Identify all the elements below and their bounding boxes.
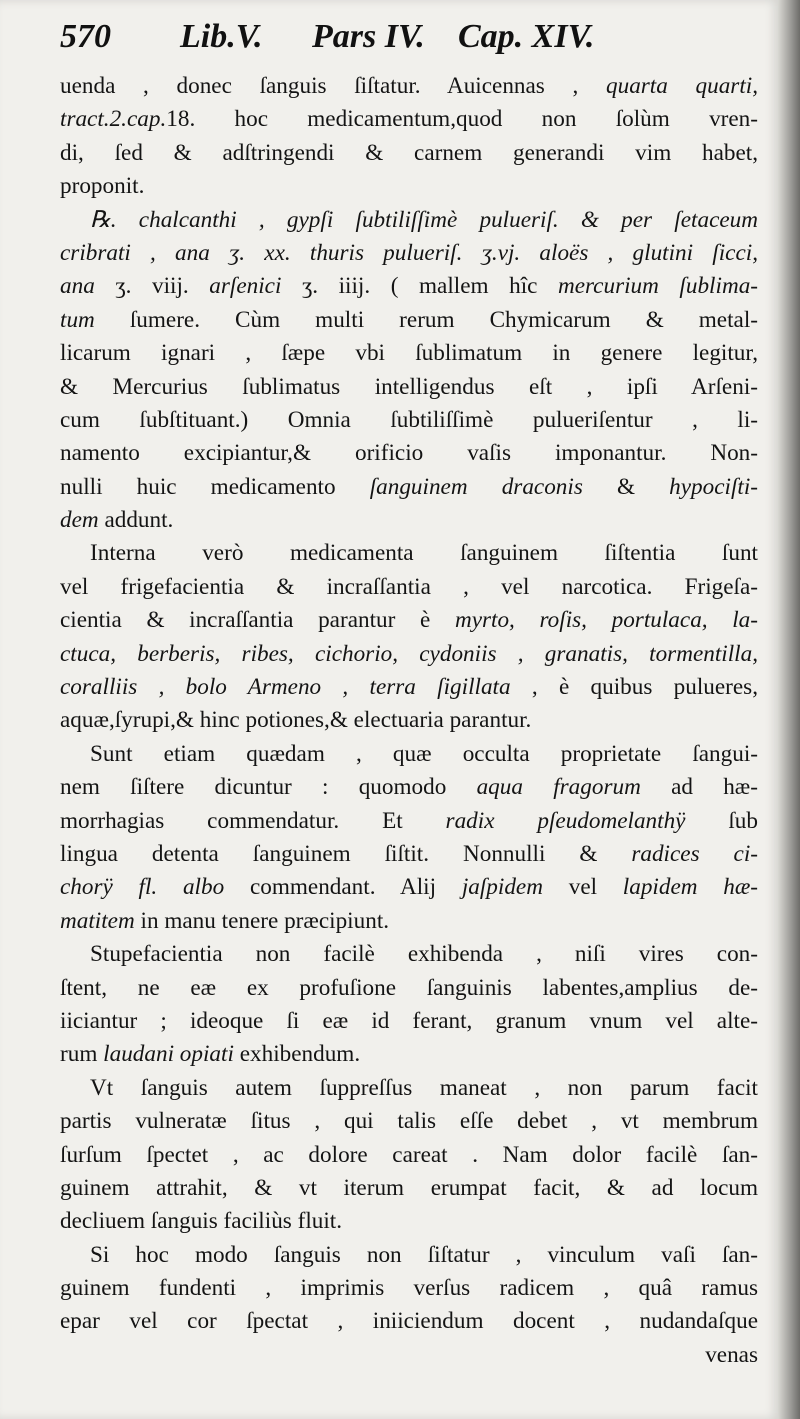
page-edge-shadow <box>778 0 800 1419</box>
text-line: coralliis , bolo Armeno , terra ſigillata , è quibus pulueres, <box>60 674 758 701</box>
text-line: namento excipiantur,& orificio vaſis imponantur. Non- <box>60 440 758 467</box>
text-line: matitem in manu tenere præcipiunt. <box>60 907 390 934</box>
text-line: cientia & incraſſantia parantur è myrto, roſis, portulaca, la- <box>60 607 758 634</box>
text-line: epar vel cor ſpectat , iniiciendum docent , nudandaſque <box>60 1308 758 1335</box>
text-line: Interna verò medicamenta ſanguinem ſiſtentia ſunt <box>90 540 758 567</box>
running-header <box>60 18 760 66</box>
text-line: aquæ,ſyrupi,& hinc potiones,& electuaria parantur. <box>60 707 532 734</box>
text-line: ſtent, ne eæ ex profuſione ſanguinis labentes,amplius de- <box>60 974 758 1001</box>
text-line: di, ſed & adſtringendi & carnem generandi vim habet, <box>60 139 758 166</box>
text-line: guinem fundenti , imprimis verſus radicem , quâ ramus <box>60 1275 758 1302</box>
text-line: Vt ſanguis autem ſuppreſſus maneat , non parum facit <box>90 1074 758 1101</box>
text-line: nem ſiſtere dicuntur : quomodo aqua fragorum ad hæ- <box>60 774 758 801</box>
text-line: Stupefacientia non facilè exhibenda , niſi vires con- <box>90 941 758 968</box>
catchword: venas <box>705 1341 758 1368</box>
text-line: ℞. chalcanthi , gypſi ſubtiliſſimè pulueriſ. & per ſetaceum <box>90 206 758 233</box>
text-line: cribrati , ana ʒ. xx. thuris pulueriſ. ʒ.vj. aloës , glutini ſicci, <box>60 239 758 266</box>
text-line: ſurſum ſpectet , ac dolore careat . Nam dolor facilè ſan- <box>60 1141 758 1168</box>
text-line: proponit. <box>60 173 145 200</box>
header-lib: Lib.V. <box>180 18 263 55</box>
text-line: uenda , donec ſanguis ſiſtatur. Auicennas , quarta quarti, <box>60 73 759 99</box>
text-line: guinem attrahit, & vt iterum erumpat facit, & ad locum <box>60 1174 758 1201</box>
text-line: iiciantur ; ideoque ſi eæ id ferant, granum vnum vel alte- <box>60 1007 758 1034</box>
text-line: Si hoc modo ſanguis non ſiſtatur , vinculum vaſi ſan- <box>90 1241 758 1268</box>
text-line: chorÿ fl. albo commendant. Alij jaſpidem vel lapidem hæ- <box>60 874 759 901</box>
text-line: lingua detenta ſanguinem ſiſtit. Nonnulli & radices ci- <box>60 840 758 867</box>
text-line: ana ʒ. viij. arſenici ʒ. iiij. ( mallem hîc mercurium ſublima- <box>60 273 759 300</box>
text-line: partis vulneratæ ſitus , qui talis eſſe debet , vt membrum <box>60 1108 758 1135</box>
header-pars: Pars IV. <box>312 18 425 55</box>
text-line: tract.2.cap.18. hoc medicamentum,quod non ſolùm vren- <box>60 106 758 133</box>
text-line: dem addunt. <box>60 507 174 534</box>
text-line: & Mercurius ſublimatus intelligendus eſt , ipſi Arſeni- <box>60 373 758 400</box>
text-line: vel frigefacientia & incraſſantia , vel narcotica. Frigeſa- <box>60 573 758 600</box>
header-cap: Cap. XIV. <box>458 18 595 55</box>
text-line: Sunt etiam quædam , quæ occulta proprietate ſangui- <box>90 740 758 767</box>
text-line: ctuca, berberis, ribes, cichorio, cydoniis , granatis, tormentilla, <box>60 640 758 667</box>
text-line: rum laudani opiati exhibendum. <box>60 1041 361 1068</box>
text-line: licarum ignari , ſæpe vbi ſublimatum in genere legitur, <box>60 340 758 367</box>
text-line: morrhagias commendatur. Et radix pſeudomelanthÿ ſub <box>60 807 758 834</box>
page-number: 570 <box>60 18 111 55</box>
text-line: tum ſumere. Cùm multi rerum Chymicarum & metal- <box>60 306 759 333</box>
text-line: nulli huic medicamento ſanguinem draconis & hypociſti- <box>60 473 759 500</box>
text-line: cum ſubſtituant.) Omnia ſubtiliſſimè pulueriſentur , li- <box>60 406 758 433</box>
page-body-text <box>60 70 758 1372</box>
text-line: decliuem ſanguis faciliùs fluit. <box>60 1208 343 1235</box>
